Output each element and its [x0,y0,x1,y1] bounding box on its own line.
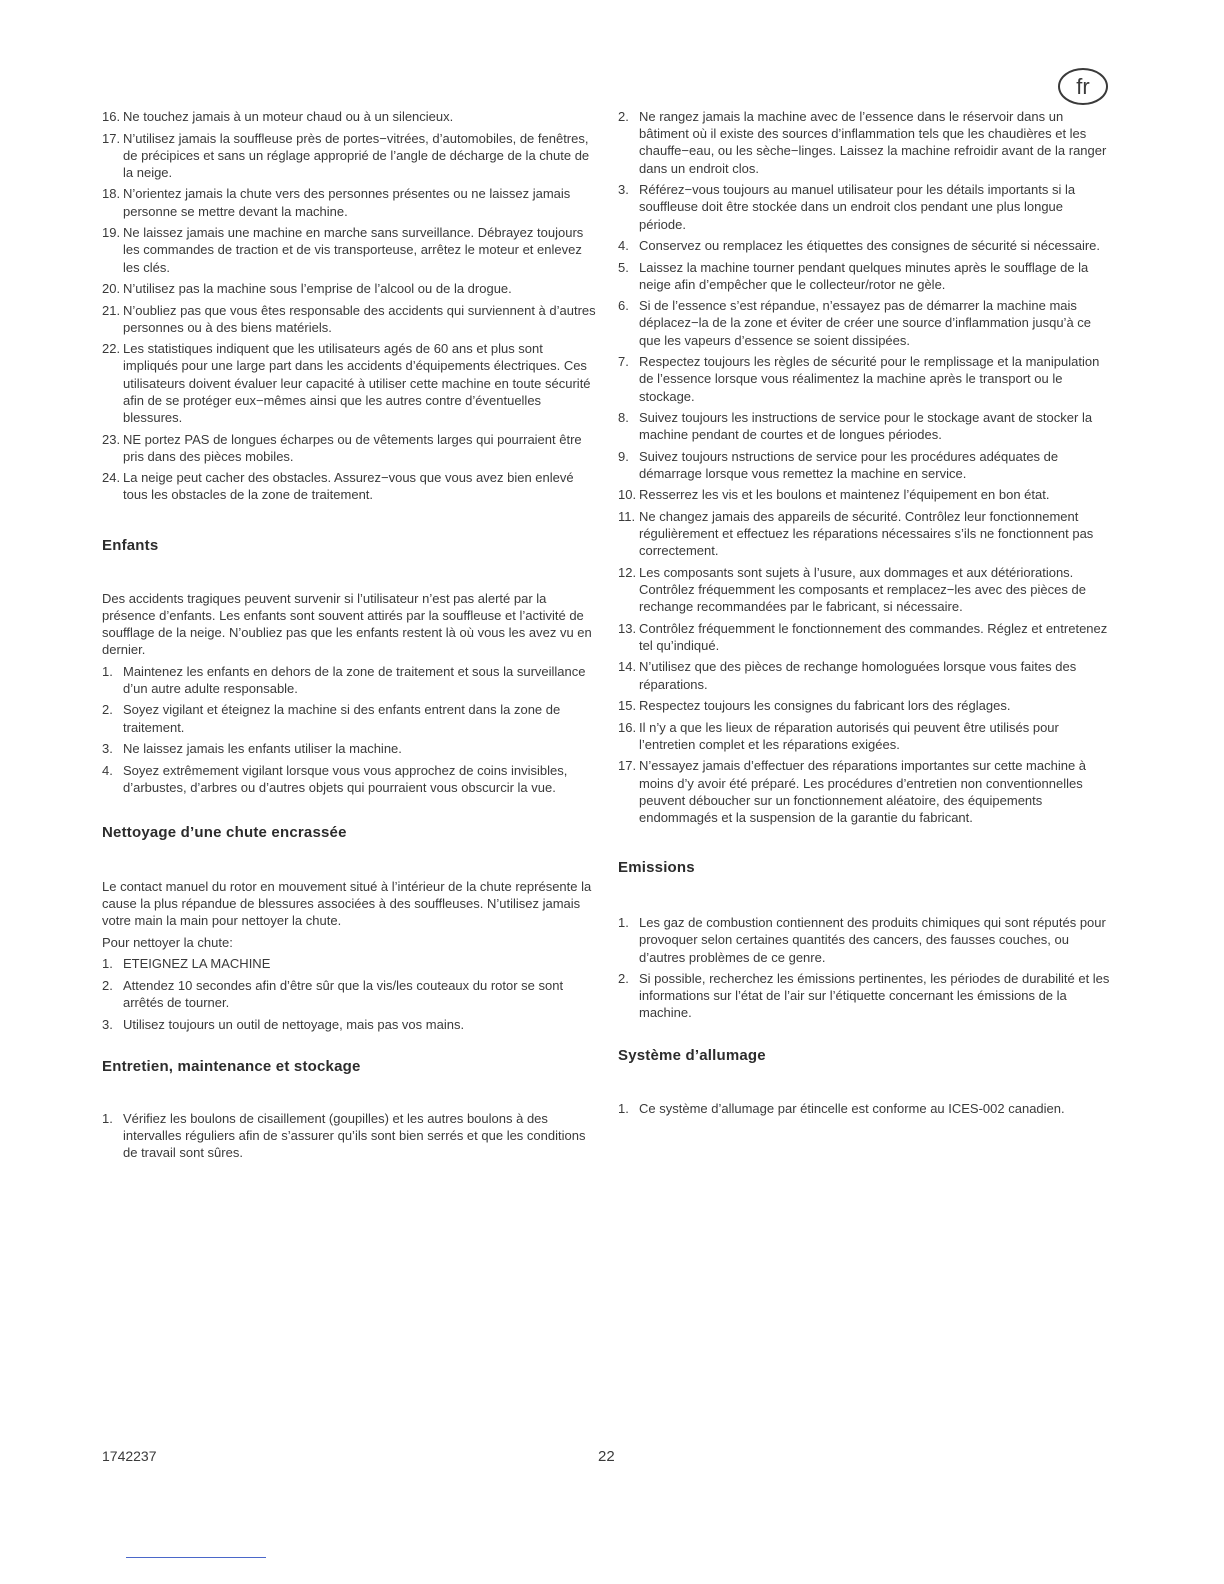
list-item-number: 19. [102,225,121,241]
list-item-number: 17. [618,758,637,774]
list-item [618,448,1113,482]
list-item [102,1016,597,1033]
list-item [618,409,1113,443]
list-item-number: 3. [618,182,629,198]
list-item-text: Il n’y a que les lieux de réparation autorisés qui peuvent être utilisés pour l’entretien complet et les réparations exigées. [639,719,1059,752]
list-item [102,185,597,219]
list-item-number: 6. [618,298,629,314]
list-item-text: Respectez toujours les consignes du fabricant lors des réglages. [639,698,1011,714]
list-item-text: Suivez toujours nstructions de service pour les procédures adéquates de démarrage lorsque vous remettez la machine en service. [639,448,1059,481]
list-item [102,431,597,465]
list-item-text: N’essayez jamais d’effectuer des réparations importantes sur cette machine à moins d’y avoir été préparé. Les procédures d’entretien non conventionnelles peuvent déboucher sur un fonctionnement aléatoire, des équipements endommagés et la suspension de la garantie du fabricant. [639,758,1087,825]
list-item-number: 16. [102,109,121,124]
list-item-number: 13. [618,620,637,636]
list-item [102,340,597,426]
page-number: 22 [598,1448,615,1465]
list-item-number: 11. [618,508,636,524]
list-item-text: Les statistiques indiquent que les utilisateurs agés de 60 ans et plus sont impliqués pour une large part dans les accidents d’équipements électriques. Ces utilisateurs doivent évaluer leur capacité à utiliser cette machine en toute sécurité afin de se protéger eux−mêmes ainsi que les autres contre d’éventuelles blessures. [123,341,591,426]
chute-intro: Le contact manuel du rotor en mouvement situé à l’intérieur de la chute représente la cause la plus répandue de blessures associées à des souffleuses. N’utilisez jamais votre main la main pour nettoyer la chute. [102,879,592,929]
list-item [618,697,1113,714]
list-item-number: 12. [618,564,637,580]
children-intro: Des accidents tragiques peuvent survenir si l’utilisateur n’est pas alerté par la présence d’enfants. Les enfants sont souvent attirés par la souffleuse et l’activité de soufflage de la neige. N’oubliez pas que les enfants restent là où vous les avez vu en dernier. [102,590,592,658]
list-item-number: 9. [618,448,629,464]
list-item-text: N’utilisez pas la machine sous l’emprise de l’alcool ou de la drogue. [123,281,512,297]
section-heading-maintenance: Entretien, maintenance et stockage [102,1057,361,1075]
list-item-number: 4. [102,762,113,778]
chute-list [102,955,597,1032]
document-code: 1742237 [102,1448,157,1464]
list-item [102,224,597,276]
list-item [102,762,597,796]
list-item-text: Si possible, recherchez les émissions pertinentes, les périodes de durabilité et les informations sur l’état de l’air sur l’étiquette concernant les émissions de la machine. [639,971,1110,1021]
list-item-number: 20. [102,281,121,297]
list-item [618,564,1113,616]
right-column [618,108,1113,1121]
list-item-text: Les gaz de combustion contiennent des produits chimiques qui sont réputés pour provoquer selon certaines quantités des cancers, des fausses couches, ou d’autres problèmes de ce genre. [639,915,1106,965]
list-item-text: Ne laissez jamais les enfants utiliser la machine. [123,741,402,757]
list-item-text: N’utilisez jamais la souffleuse près de portes−vitrées, d’automobiles, de fenêtres, de précipices et sans un réglage approprié de l’angle de décharge de la chute de la neige. [123,130,590,180]
list-item [618,108,1113,177]
list-item [618,353,1113,405]
list-item-text: Soyez vigilant et éteignez la machine si des enfants entrent dans la zone de traitement. [123,702,561,735]
list-item-text: Laissez la machine tourner pendant quelques minutes après le soufflage de la neige afin d’empêcher que le collecteur/rotor ne gèle. [639,259,1089,292]
list-item-number: 14. [618,659,637,675]
list-item-text: NE portez PAS de longues écharpes ou de vêtements larges qui pourraient être pris dans des pièces mobiles. [123,431,582,464]
list-item-text: N’orientez jamais la chute vers des personnes présentes ou ne laissez jamais personne se mettre devant la machine. [123,186,571,219]
list-item [102,701,597,735]
list-item-number: 7. [618,354,629,370]
language-badge [1058,68,1108,105]
list-item [102,1110,597,1162]
list-item-text: Resserrez les vis et les boulons et maintenez l’équipement en bon état. [639,487,1050,503]
list-item-number: 1. [102,1110,113,1126]
list-item [618,658,1113,692]
list-item-text: Maintenez les enfants en dehors de la zone de traitement et sous la surveillance d’un autre adulte responsable. [123,663,586,696]
list-item-text: Vérifiez les boulons de cisaillement (goupilles) et les autres boulons à des intervalles réguliers afin de s’assurer qu’ils sont bien serrés et que les conditions de travail sont sûres. [123,1110,586,1161]
bottom-rule [126,1557,266,1558]
emissions-list [618,914,1113,1022]
list-item [618,237,1113,254]
list-item-text: Utilisez toujours un outil de nettoyage, mais pas vos mains. [123,1016,465,1032]
children-list [102,663,597,796]
list-item-text: Ce système d’allumage par étincelle est conforme au ICES-002 canadien. [639,1100,1065,1116]
list-item-text: Ne laissez jamais une machine en marche sans surveillance. Débrayez toujours les commandes de traction et de vis transporteuse, arrêtez le moteur et enlevez les clés. [123,225,584,275]
chute-intro-2: Pour nettoyer la chute: [102,934,233,950]
list-item-number: 1. [618,1100,629,1116]
list-item-number: 16. [618,719,637,735]
list-item [102,108,597,125]
list-item [618,1100,1113,1117]
list-item-text: La neige peut cacher des obstacles. Assurez−vous que vous avez bien enlevé tous les obstacles de la zone de traitement. [123,470,574,503]
list-item-number: 24. [102,470,121,486]
list-item-text: Référez−vous toujours au manuel utilisateur pour les détails importants si la souffleuse doit être stockée dans un endroit clos pendant une plus longue période. [639,182,1076,232]
list-item [618,181,1113,233]
list-item [618,259,1113,293]
list-item-number: 21. [102,302,121,318]
maintenance-list-continued [618,108,1113,826]
list-item [618,486,1113,503]
list-item [102,302,597,336]
list-item [618,970,1113,1022]
list-item [618,757,1113,826]
section-heading-emissions: Emissions [618,859,695,877]
list-item [618,620,1113,654]
ignition-list [618,1100,1113,1117]
list-item [618,297,1113,349]
list-item [102,977,597,1011]
list-item-text: Respectez toujours les règles de sécurité pour le remplissage et la manipulation de l’essence lorsque vous réalimentez la machine après le transport ou le stockage. [639,354,1100,404]
list-item-number: 18. [102,186,121,202]
list-item [102,130,597,182]
list-item-text: Conservez ou remplacez les étiquettes des consignes de sécurité si nécessaire. [639,238,1101,254]
list-item-number: 15. [618,698,637,714]
list-item-text: Les composants sont sujets à l’usure, aux dommages et aux détériorations. Contrôlez fréquemment les composants et remplacez−les avec des pièces de rechange recommandées par le fabricant, si nécessaire. [639,564,1086,615]
list-item-number: 3. [102,741,113,757]
section-heading-ignition: Système d’allumage [618,1046,766,1064]
list-item-text: Ne changez jamais des appareils de sécurité. Contrôlez leur fonctionnement régulièrement et effectuez les réparations nécessaires s’ils ne fonctionnent pas correctement. [639,508,1094,559]
list-item-number: 4. [618,238,629,254]
list-item [102,740,597,757]
list-item-text: Ne rangez jamais la machine avec de l’essence dans le réservoir dans un bâtiment où il existe des sources d’inflammation tels que les chaudières et les chauffe−eau, ou les sèche−linges. Laissez la machine refroidir avant de la ranger dans un endroit clos. [639,109,1107,176]
list-item-number: 8. [618,410,629,426]
list-item-number: 1. [102,956,113,972]
list-item-number: 22. [102,341,121,357]
list-item-number: 1. [618,915,629,931]
left-column [102,108,597,1166]
maintenance-list [102,1110,597,1162]
language-badge-label: fr [1076,73,1090,99]
list-item-text: N’utilisez que des pièces de rechange homologuées lorsque vous faites des réparations. [639,659,1077,692]
list-item-number: 3. [102,1016,113,1032]
section-heading-chute: Nettoyage d’une chute encrassée [102,824,347,842]
list-item [618,508,1113,560]
list-item-number: 10. [618,487,637,503]
list-item-text: Contrôlez fréquemment le fonctionnement des commandes. Réglez et entretenez tel qu’indiqué. [639,620,1108,653]
safety-list-continued [102,108,597,504]
section-heading-children: Enfants [102,536,159,554]
list-item-text: Si de l’essence s’est répandue, n’essayez pas de démarrer la machine mais déplacez−la de la zone et éviter de créer une source d’inflammation jusqu’à ce que les vapeurs d’essence se soient dissipées. [639,298,1092,348]
list-item-number: 5. [618,259,629,275]
list-item-text: Ne touchez jamais à un moteur chaud ou à un silencieux. [123,109,454,124]
list-item-text: N’oubliez pas que vous êtes responsable des accidents qui surviennent à d’autres personnes ou à des biens matériels. [123,302,596,335]
list-item-number: 2. [618,971,629,987]
list-item-text: ETEIGNEZ LA MACHINE [123,956,271,972]
list-item-text: Soyez extrêmement vigilant lorsque vous vous approchez de coins invisibles, d’arbustes, d’arbres ou d’autres objets qui pourraient vous obscurcir la vue. [123,762,568,795]
list-item-number: 2. [102,977,113,993]
list-item [618,719,1113,753]
list-item [102,663,597,697]
list-item-text: Suivez toujours les instructions de service pour le stockage avant de stocker la machine pendant de courtes et de longues périodes. [639,410,1093,443]
list-item-number: 17. [102,130,121,146]
list-item [102,955,597,972]
list-item [618,914,1113,966]
list-item-number: 2. [102,702,113,718]
list-item-number: 23. [102,431,121,447]
list-item [102,469,597,503]
list-item-text: Attendez 10 secondes afin d’être sûr que la vis/les couteaux du rotor se sont arrêtés de tourner. [123,977,564,1011]
list-item-number: 2. [618,109,629,124]
list-item [102,280,597,297]
list-item-number: 1. [102,663,113,679]
